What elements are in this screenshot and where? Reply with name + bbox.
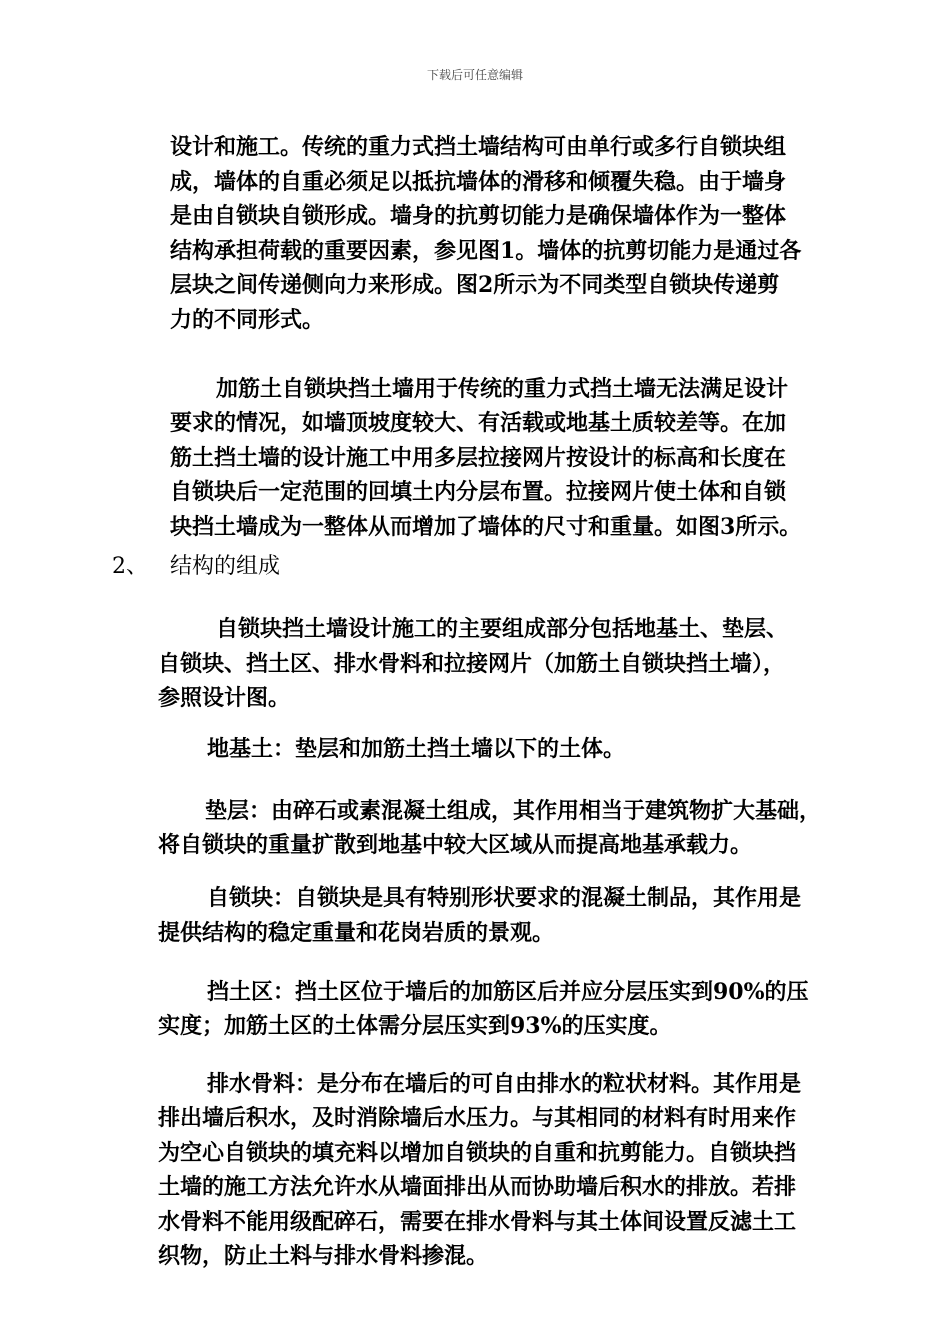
text-line: 自锁块：自锁块是具有特别形状要求的混凝土制品，其作用是 (207, 885, 802, 911)
text-line: 层块之间传递侧向力来形成。图2所示为不同类型自锁块传递剪 (170, 272, 780, 298)
text-line: 将自锁块的重量扩散到地基中较大区域从而提高地基承载力。 (158, 832, 753, 858)
text-line: 水骨料不能用级配碎石，需要在排水骨料与其土体间设置反滤土工 (158, 1209, 797, 1235)
text-line: 垫层：由碎石或素混凝土组成，其作用相当于建筑物扩大基础， (205, 798, 822, 824)
text-line: 挡土区：挡土区位于墙后的加筋区后并应分层压实到90%的压 (207, 979, 809, 1005)
section-title: 结构的组成 (170, 554, 281, 579)
text-line: 织物，防止土料与排水骨料掺混。 (158, 1243, 489, 1269)
text-line: 要求的情况，如墙顶坡度较大、有活载或地基土质较差等。在加 (170, 410, 787, 436)
text-line: 结构承担荷载的重要因素，参见图1。墙体的抗剪切能力是通过各 (170, 238, 802, 264)
text-line: 地基土：垫层和加筋土挡土墙以下的土体。 (207, 736, 626, 762)
page-header: 下载后可任意编辑 (426, 68, 523, 82)
text-line: 排出墙后积水，及时消除墙后水压力。与其相同的材料有时用来作 (158, 1105, 797, 1131)
text-line: 自锁块挡土墙设计施工的主要组成部分包括地基土、垫层、 (216, 616, 789, 642)
text-line: 设计和施工。传统的重力式挡土墙结构可由单行或多行自锁块组 (170, 134, 787, 160)
text-line: 土墙的施工方法允许水从墙面排出从而协助墙后积水的排放。若排 (158, 1174, 797, 1200)
text-line: 加筋土自锁块挡土墙用于传统的重力式挡土墙无法满足设计 (216, 376, 789, 402)
text-line: 自锁块后一定范围的回填土内分层布置。拉接网片使土体和自锁 (170, 479, 787, 505)
text-line: 实度；加筋土区的土体需分层压实到93%的压实度。 (158, 1013, 672, 1039)
section-number: 2、 (112, 554, 148, 579)
text-line: 提供结构的稳定重量和花岗岩质的景观。 (158, 920, 555, 946)
text-line: 筋土挡土墙的设计施工中用多层拉接网片按设计的标高和长度在 (170, 445, 787, 471)
text-line: 为空心自锁块的填充料以增加自锁块的自重和抗剪能力。自锁块挡 (158, 1140, 797, 1166)
text-line: 参照设计图。 (158, 685, 291, 711)
text-line: 排水骨料：是分布在墙后的可自由排水的粒状材料。其作用是 (207, 1071, 802, 1097)
text-line: 成，墙体的自重必须足以抵抗墙体的滑移和倾覆失稳。由于墙身 (170, 169, 787, 195)
text-line: 块挡土墙成为一整体从而增加了墙体的尺寸和重量。如图3所示。 (170, 514, 802, 540)
text-line: 力的不同形式。 (170, 307, 325, 333)
text-line: 是由自锁块自锁形成。墙身的抗剪切能力是确保墙体作为一整体 (170, 203, 787, 229)
text-line: 自锁块、挡土区、排水骨料和拉接网片（加筋土自锁块挡土墙）， (158, 651, 786, 677)
